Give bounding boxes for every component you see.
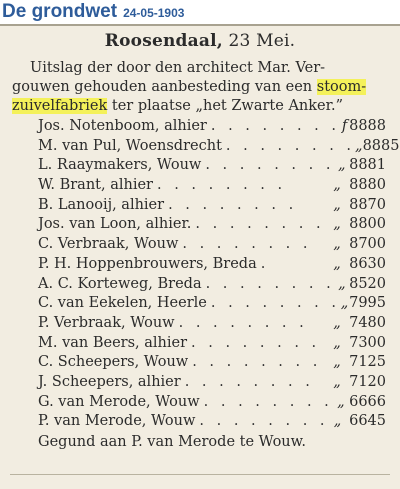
leader-dots: . . . . . . . . [199, 413, 329, 430]
bidder-name: L. Raaymakers, Wouw [38, 157, 202, 174]
search-highlight: stoom- [316, 79, 367, 95]
bid-row [10, 156, 390, 176]
currency-mark: „ [333, 177, 341, 194]
article-title-date: 23 Mei. [222, 31, 296, 51]
bidder-name: J. Scheepers, alhier [38, 373, 181, 390]
intro-line-2-text: gouwen gehouden aanbesteding van een [12, 79, 317, 95]
bid-amount: 8880 [349, 177, 386, 194]
bidder-name: A. C. Korteweg, Breda [38, 275, 202, 292]
bid-row [10, 235, 390, 255]
bid-row [10, 137, 400, 157]
currency-mark: „ [333, 236, 341, 253]
bid-row [10, 255, 390, 275]
intro-line-2 [12, 78, 388, 97]
bid-amount: 8700 [349, 236, 386, 253]
bid-amount: 6645 [349, 413, 386, 430]
bidder-name: C. Scheepers, Wouw [38, 354, 189, 371]
currency-mark: „ [333, 216, 341, 233]
bid-row [10, 275, 390, 295]
bid-amount: 8881 [349, 157, 386, 174]
currency-mark: „ [333, 354, 341, 371]
bid-row [10, 215, 390, 235]
leader-dots: . . . . . . . . [203, 393, 333, 410]
leader-dots: . . . . . . . . [205, 275, 335, 292]
bidder-name: G. van Merode, Wouw [38, 393, 200, 410]
bidder-name: B. Lanooij, alhier [38, 196, 165, 213]
intro-line-3-text: ter plaatse „het Zwarte Anker.” [107, 98, 343, 114]
leader-dots: . . . . . . . . [205, 157, 335, 174]
bid-row [10, 373, 390, 393]
bid-amount: 7480 [349, 314, 386, 331]
article-intro [10, 59, 390, 116]
bid-amount: 7120 [349, 373, 386, 390]
currency-mark: „ [340, 295, 349, 312]
bid-amount: 7995 [349, 295, 386, 312]
bidder-name: W. Brant, alhier [38, 177, 153, 194]
intro-line-1: Uitslag der door den architect Mar. Ver- [30, 60, 326, 76]
bid-row [10, 353, 390, 373]
bid-row [10, 334, 390, 354]
bidder-name: Jos. Notenboom, alhier [38, 118, 207, 134]
bidder-name: P. H. Hoppenbrouwers, Breda [38, 255, 257, 272]
currency-mark: „ [333, 373, 341, 390]
bid-amount: 8520 [349, 275, 386, 292]
currency-mark: „ [355, 137, 363, 154]
bid-list [10, 117, 400, 432]
bid-amount: 7300 [349, 334, 386, 351]
leader-dots: . . . . . . . . [182, 236, 312, 253]
currency-mark: „ [338, 157, 346, 174]
bidder-name: Jos. van Loon, alhier. [38, 216, 192, 233]
search-highlight: zuivelfabriek [12, 98, 108, 114]
newspaper-clipping [0, 24, 400, 489]
bidder-name: P. van Merode, Wouw [38, 413, 196, 430]
leader-dots: . [260, 255, 270, 272]
bidder-name: M. van Pul, Woensdrecht [38, 137, 222, 154]
bid-row [10, 294, 390, 314]
bid-row [10, 412, 390, 432]
leader-dots: . . . . . . . . [210, 118, 340, 134]
currency-mark: „ [333, 314, 341, 331]
leader-dots: . . . . . . . . [178, 314, 308, 331]
bid-amount: 8630 [349, 255, 386, 272]
clipping-header [2, 0, 184, 24]
leader-dots: . . . . . . . . [192, 354, 322, 371]
article-title [10, 30, 390, 52]
bid-amount: 6666 [349, 393, 386, 410]
bid-row [10, 196, 390, 216]
bid-row [10, 117, 390, 137]
leader-dots: . . . . . . . . [210, 295, 340, 312]
currency-mark: „ [333, 196, 341, 213]
article-footer: Gegund aan P. van Merode te Wouw. [38, 434, 306, 450]
currency-mark: f [341, 118, 348, 134]
leader-dots: . . . . . . . . [168, 196, 298, 213]
leader-dots: . . . . . . . . [184, 373, 314, 390]
currency-mark: „ [333, 334, 341, 351]
leader-dots: . . . . . . . . [195, 216, 325, 233]
currency-mark: „ [337, 393, 345, 410]
bid-row [10, 314, 390, 334]
currency-mark: „ [333, 255, 341, 272]
leader-dots: . . . . . . . . [225, 137, 356, 154]
leader-dots: . . . . . . . . [191, 334, 321, 351]
bid-row [10, 393, 390, 413]
bid-amount: 8800 [349, 216, 386, 233]
bidder-name: C. Verbraak, Wouw [38, 236, 179, 253]
article-title-place: Roosendaal, [104, 31, 223, 51]
bid-amount: 7125 [349, 354, 386, 371]
bidder-name: C. van Eekelen, Heerle [38, 295, 207, 312]
bidder-name: M. van Beers, alhier [38, 334, 188, 351]
bidder-name: P. Verbraak, Wouw [38, 314, 175, 331]
bid-amount: 8888 [349, 118, 386, 134]
publication-date: 24-05-1903 [123, 6, 185, 20]
bid-amount: 8870 [349, 196, 386, 213]
currency-mark: „ [333, 413, 342, 430]
bid-row [10, 176, 390, 196]
newspaper-name: De grondwet [2, 1, 118, 22]
bid-amount: 8885 [362, 137, 400, 154]
divider-rule [10, 474, 390, 475]
currency-mark: „ [338, 275, 346, 292]
intro-line-3 [12, 97, 388, 116]
leader-dots: . . . . . . . . [156, 177, 287, 194]
